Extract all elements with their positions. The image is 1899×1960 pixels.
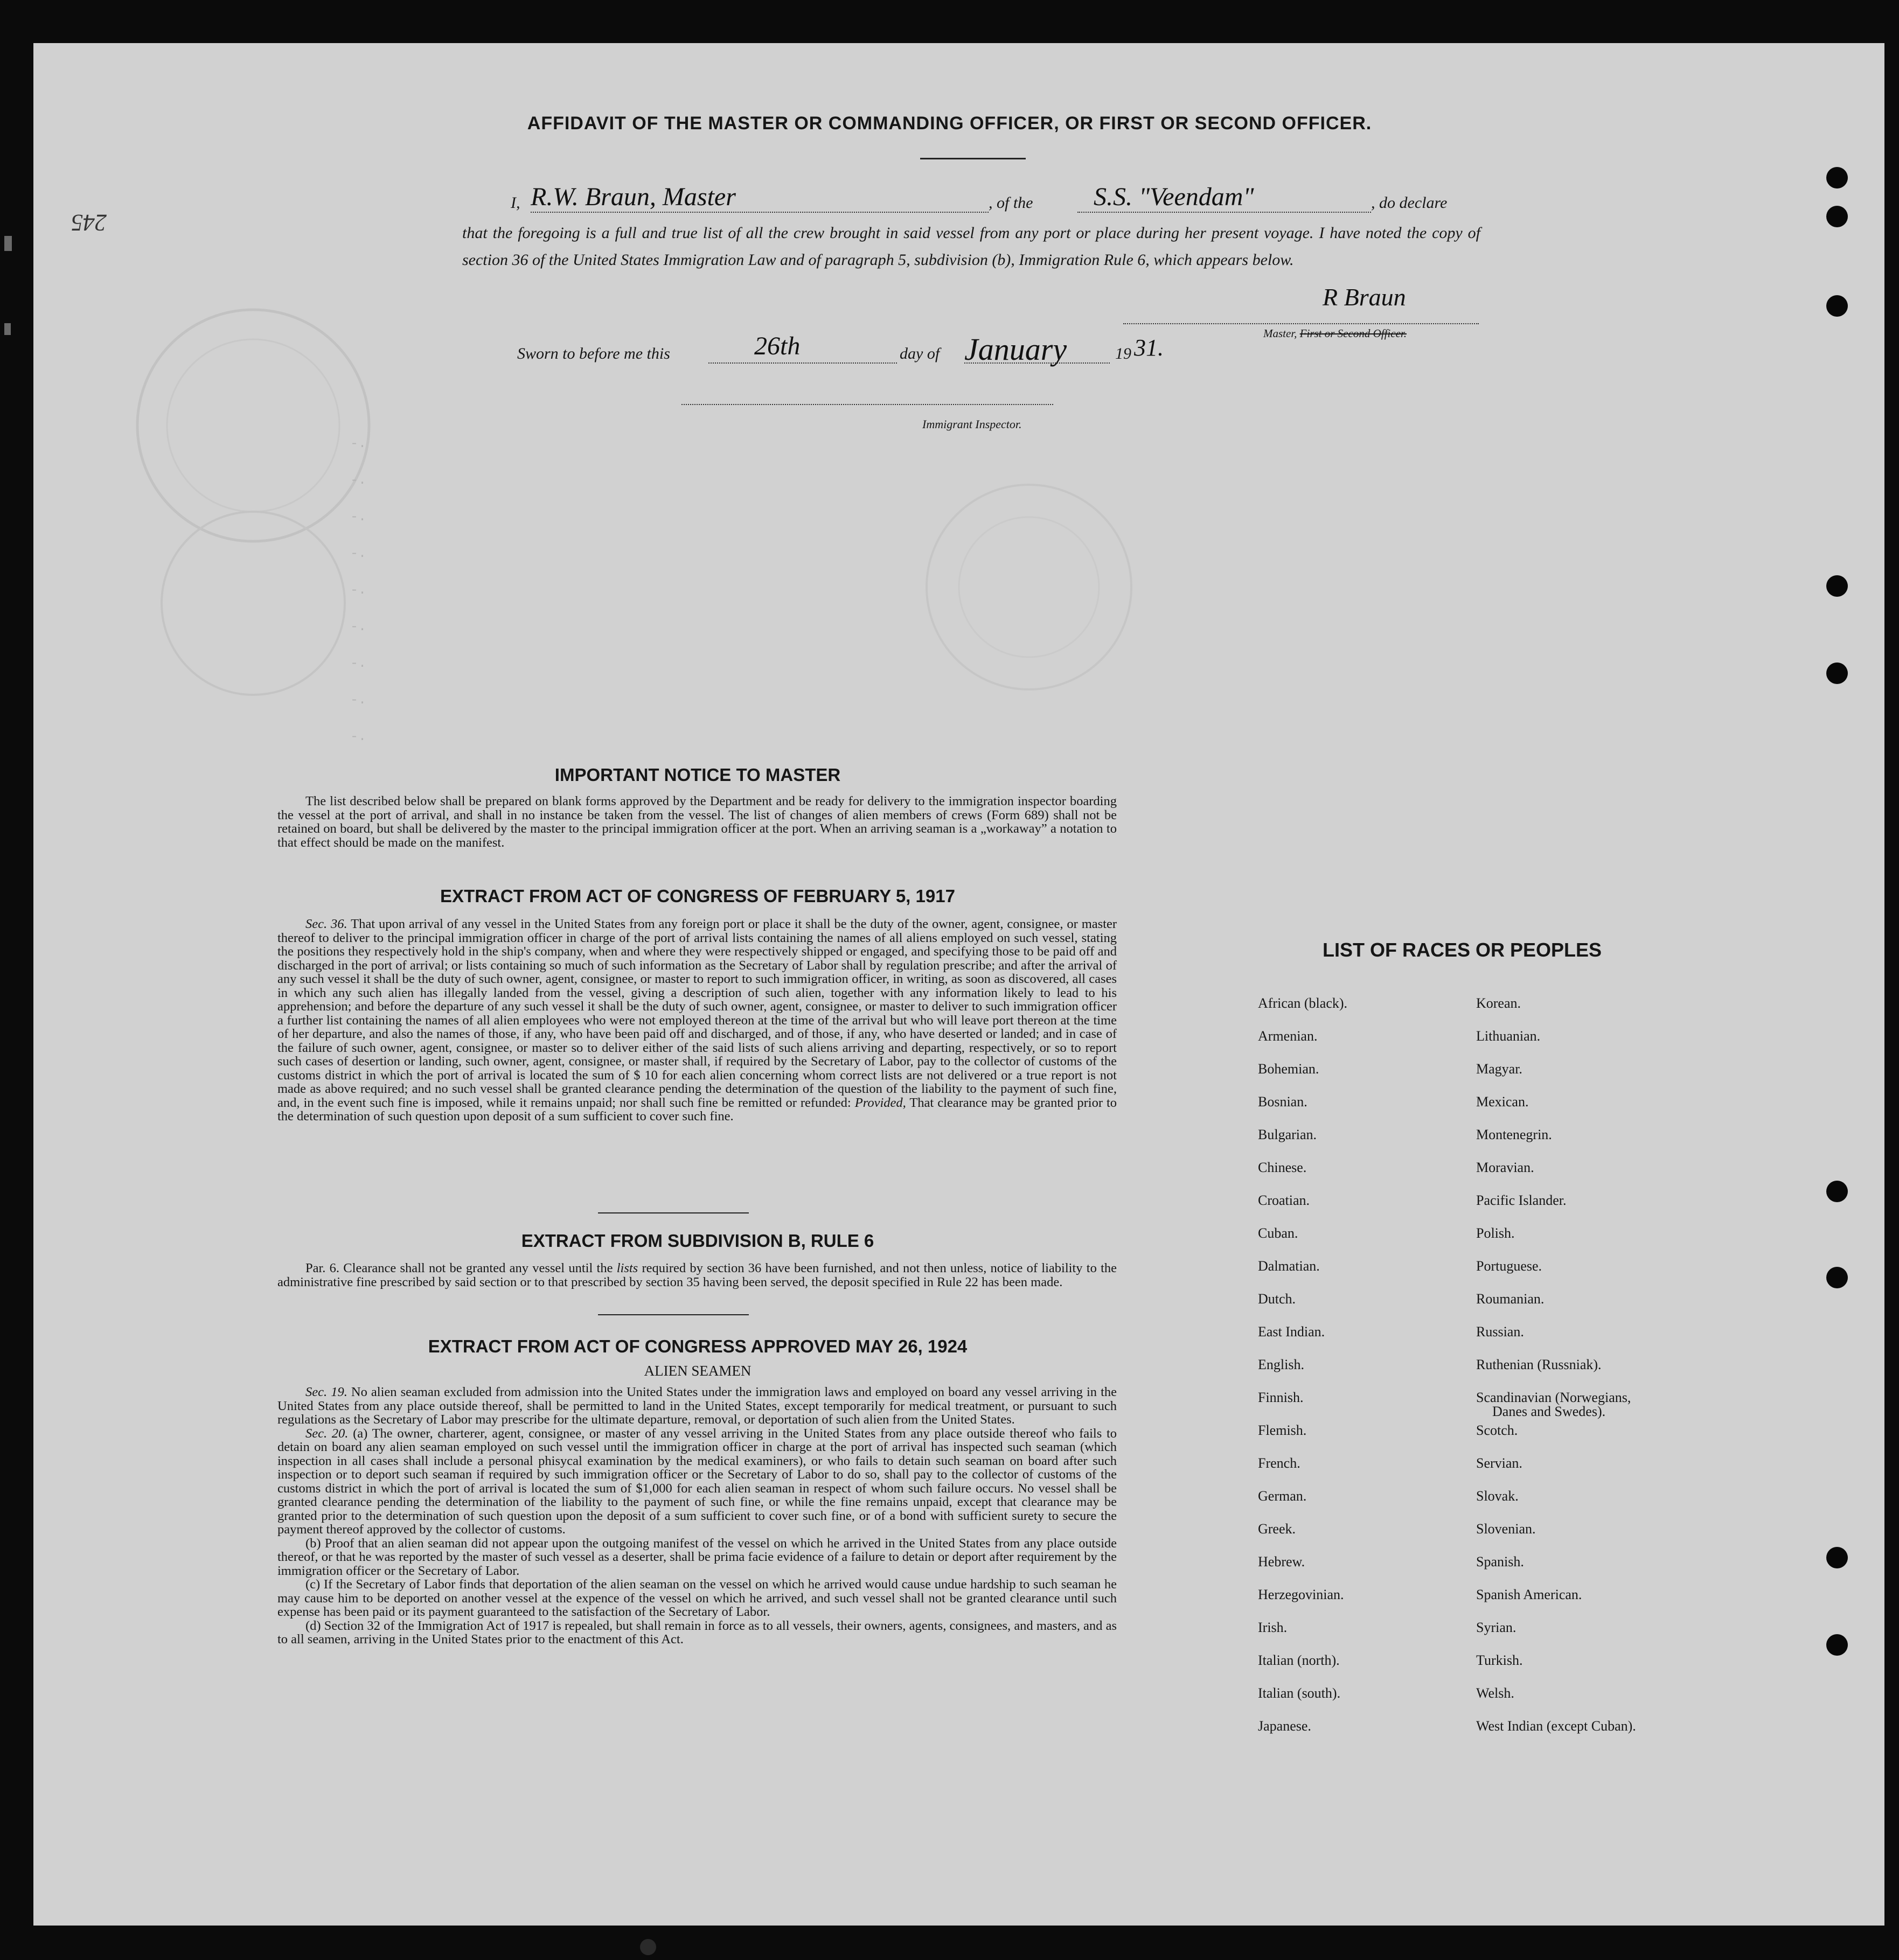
affidavit-title: AFFIDAVIT OF THE MASTER OR COMMANDING OFFICER, OR FIRST OR SECOND OFFICER. [527,113,1372,134]
race-item: Dutch. [1258,1291,1296,1307]
race-item: Scotch. [1476,1422,1518,1438]
master-signature-handwritten: R Braun [1323,283,1406,311]
day-of-text: day of [900,345,940,362]
affidavit-i: I, [511,194,520,212]
rule6-part-a: Par. 6. Clearance shall not be granted any vessel until the [305,1261,613,1275]
month-handwritten: January [964,332,1067,367]
bleed-through-seal-stamp [119,302,388,700]
race-item: Slovak. [1476,1488,1519,1504]
race-item: Flemish. [1258,1422,1307,1438]
affidavit-of-the: , of the [989,194,1033,212]
notice-text [277,794,1117,849]
race-item: Spanish American. [1476,1587,1582,1602]
sec36-tail: That clearance may be granted prior to the determination of such question upon deposit of a sum sufficient to cover such fine. [277,1095,1117,1124]
race-item: Spanish. [1476,1554,1524,1570]
sec20-label: Sec. 20. [305,1426,349,1441]
sec20b-body: (b) Proof that an alien seaman did not appear upon the outgoing manifest of the vessel on which he arrived in the United States from any place outside thereof, or that he was reported by the master of such vessel as a deserter, shall be prima facie evidence of a failure to detain or deport after requirement by the immigration officer or the Secretary of Labor. [277,1536,1117,1578]
race-item: Greek. [1258,1521,1296,1537]
race-item: Lithuanian. [1476,1028,1541,1044]
rule6-lists-word: lists [616,1261,638,1275]
punch-hole [1826,167,1848,189]
rule6-text [277,1261,1117,1289]
race-item: Welsh. [1476,1685,1514,1701]
race-item: Hebrew. [1258,1554,1305,1570]
year-handwritten: 31. [1134,334,1164,361]
notice-paragraph: The list described below shall be prepared on blank forms approved by the Department and be ready for delivery to the immigration inspector boarding the vessel at the port of arrival, and shall in no instance be taken from the vessel. The list of changes of alien members of crews (Form 689) shall not be retained on board, but shall be delivered by the master to the principal immigration officer at the port. When an arriving seaman is a „workaway” a notation to that effect should be made on the manifest. [277,794,1117,850]
year-prefix: 19 [1115,345,1131,362]
affidavit-statement: that the foregoing is a full and true list of all the crew brought in said vessel from any port or place during her present voyage. I have noted the copy of section 36 of the United States Immigration Law and of paragraph 5, subdivision (b), Immigration Rule 6, which appears below. [462,224,1480,269]
sec19-body: No alien seaman excluded from admission into the United States under the immigration laws and employed on board any vessel arriving in the United States from any place outside thereof, shall be permitted to land in the United States, except temporarily for medical treatment, or pursuant to such regulations as the Secretary of Labor may prescribe for the ultimate departure, removal, or deportation of such alien from the United States. [277,1385,1117,1427]
races-title: LIST OF RACES OR PEOPLES [1323,939,1602,961]
punch-hole [1826,1547,1848,1568]
sec36-label: Sec. 36. [305,917,347,931]
title-underline [920,158,1026,159]
race-item: Japanese. [1258,1718,1311,1734]
race-item: English. [1258,1357,1304,1372]
master-name-handwritten: R.W. Braun, Master [531,183,736,211]
extract-1924-title: EXTRACT FROM ACT OF CONGRESS APPROVED MAY 26, 1924 [428,1336,968,1356]
inspector-caption: Immigrant Inspector. [922,417,1022,431]
race-item: Montenegrin. [1476,1127,1552,1142]
punch-hole [1826,295,1848,317]
sworn-text: Sworn to before me this [517,345,670,362]
sec36-body: That upon arrival of any vessel in the United States from any foreign port or place it shall be the duty of the owner, agent, consignee, or master thereof to deliver to the principal immigration officer in charge of the port of arrival lists containing the names of all aliens employed on such vessel, stating the positions they respectively hold in the ship's company, when and where they were respectively shipped or engaged, and specifying those to be paid off and discharged in the port of arrival; or lists containing so much of such information as the Secretary of Labor shall by regulation prescribe; and after the arrival of any such vessel it shall be the duty of such owner, agent, consignee, or master to report to such immigration officer, in writing, as soon as discovered, all cases in which any such alien has illegally landed from the vessel, giving a description of such alien, together with any information likely to lead to his apprehension; and before the departure of any such vessel it shall be the duty of such owner, agent, consignee, or master to deliver to such immigration officer a further list containing the names of all alien employees who were not employed thereon at the time of the arrival but who will leave port thereon at the time of her departure, and also the names of those, if any, who have been paid off and discharged, and of those, if any, who have deserted or landed; and in case of the failure of such owner, agent, consignee, or master so to deliver either of the said lists of such aliens arriving and departing, respectively, or so to report such cases of desertion or landing, such owner, agent, consignee, or master shall, if required by the Secretary of Labor, pay to the collector of customs of the customs district in which the port of arrival is located the sum of $ 10 for each alien concerning whom correct lists are not delivered or a true report is not made as above required; and no such vessel shall be granted clearance pending the determination of the question of the liability to the payment of such fine, and, in the event such fine is imposed, while it remains unpaid; nor shall such fine be remitted or refunded: [277,917,1117,1110]
race-item: East Indian. [1258,1324,1325,1340]
alien-seamen-subtitle: ALIEN SEAMEN [644,1363,752,1379]
inspector-line [681,404,1053,405]
race-item: Chinese. [1258,1160,1307,1175]
race-item: Croatian. [1258,1192,1310,1208]
bleed-through-rows [1716,426,1724,755]
race-item: Cuban. [1258,1225,1298,1241]
race-item: Pacific Islander. [1476,1192,1567,1208]
sec19-label: Sec. 19. [305,1385,347,1399]
name-line [531,212,989,213]
race-item: Irish. [1258,1620,1288,1635]
punch-hole [1826,1181,1848,1202]
race-item: Russian. [1476,1324,1524,1340]
signature-caption [1263,327,1407,340]
bleed-through-rows: -. -. -. -. -. -. -. -. -. [350,436,367,744]
signature-line [1123,323,1479,324]
race-item: Mexican. [1476,1094,1529,1110]
race-item: Turkish. [1476,1652,1523,1668]
race-item: Herzegovinian. [1258,1587,1344,1602]
left-edge-tick [4,236,12,251]
vessel-name-handwritten: S.S. "Veendam" [1094,183,1254,211]
extract-1917-text [277,917,1117,1124]
race-item: Finnish. [1258,1390,1304,1405]
race-item: German. [1258,1488,1307,1504]
race-item: Polish. [1476,1225,1515,1241]
race-item: Ruthenian (Russniak). [1476,1357,1602,1372]
race-item: Roumanian. [1476,1291,1545,1307]
bleed-through-seal-stamp [889,474,1169,700]
day-handwritten: 26th [754,332,801,360]
extract-1917-title: EXTRACT FROM ACT OF CONGRESS OF FEBRUARY 5, 1917 [440,886,955,906]
race-item: French. [1258,1455,1300,1471]
race-item: Italian (south). [1258,1685,1341,1701]
race-item: Dalmatian. [1258,1258,1320,1274]
provided-word: Provided, [854,1095,906,1110]
race-item: Danes and Swedes). [1492,1404,1606,1419]
left-edge-tick [4,323,11,335]
day-line [708,362,897,364]
rule6-part-b: required by section 36 have been furnished, and not then unless, notice of liability to the administrative fine prescribed by said section or to that prescribed by section 35 having been served, the deposit specified in Rule 22 has been made. [277,1261,1117,1289]
race-item: Syrian. [1476,1620,1517,1635]
month-line [964,362,1110,364]
race-item: Bohemian. [1258,1061,1319,1077]
section-divider [598,1314,749,1315]
race-item: African (black). [1258,995,1348,1011]
race-item: Bulgarian. [1258,1127,1317,1142]
punch-hole [1826,1634,1848,1656]
struck-officer-caption: First or Second Officer. [1299,327,1407,340]
extract-1924-text [277,1385,1117,1647]
master-caption: Master, [1263,327,1297,340]
sec20d-body: (d) Section 32 of the Immigration Act of 1917 is repealed, but shall remain in force as to all vessels, their owners, agents, consignees, and masters, and as to all seamen, arriving in the United States prior to the enactment of this Act. [277,1618,1117,1647]
race-item: Servian. [1476,1455,1522,1471]
race-item: Portuguese. [1476,1258,1542,1274]
punch-hole [1826,206,1848,227]
race-item: Magyar. [1476,1061,1522,1077]
race-item: Scandinavian (Norwegians, [1476,1390,1631,1405]
race-item: Korean. [1476,995,1521,1011]
section-divider [598,1212,749,1213]
bottom-punch-mark [640,1939,656,1955]
punch-hole [1826,662,1848,684]
sec20c-body: (c) If the Secretary of Labor finds that deportation of the alien seaman on the vessel on which he arrived would cause undue hardship to such seaman he may cause him to be deported on another vessel at the expence of the vessel on which he arrived, and such vessel shall not be granted clearance until such expense has been paid or its payment guaranteed to the satisfaction of the Secretary of Labor. [277,1577,1117,1619]
sec20a-body: (a) The owner, charterer, agent, consignee, or master of any vessel arriving in the United States from any place outside thereof who fails to detain on board any alien seaman employed on such vessel until the immigration officer in charge at the port of arrival has inspected such seaman (which inspection in all cases shall include a personal phisycal examination by the medical examiners), or who fails to detain such seaman on board after such inspection or to deport such seaman if required by such immigration officer or the Secretary of Labor to do so, shall pay to the collector of customs of the customs district in which the port of arrival is located the sum of $1,000 for each alien seaman in respect of whom such failure occurs. No vessel shall be granted clearance pending the determination of the liability to the payment of such fine, or while the fine remains unpaid, except that clearance may be granted prior to the determination of such question upon the deposit of a sum sufficient to cover such fine, or of a bond with sufficient surety to secure the payment thereof approved by the collector of customs. [277,1426,1117,1537]
race-item: Moravian. [1476,1160,1534,1175]
rule6-title: EXTRACT FROM SUBDIVISION B, RULE 6 [521,1231,874,1251]
side-page-number: 245 [71,210,107,236]
race-item: Bosnian. [1258,1094,1307,1110]
race-item: Italian (north). [1258,1652,1340,1668]
notice-title: IMPORTANT NOTICE TO MASTER [554,765,841,785]
race-item: West Indian (except Cuban). [1476,1718,1636,1734]
affidavit-do-declare: , do declare [1371,194,1448,212]
punch-hole [1826,1267,1848,1288]
punch-hole [1826,575,1848,597]
vessel-line [1077,212,1371,213]
race-item: Slovenian. [1476,1521,1536,1537]
race-item: Armenian. [1258,1028,1318,1044]
